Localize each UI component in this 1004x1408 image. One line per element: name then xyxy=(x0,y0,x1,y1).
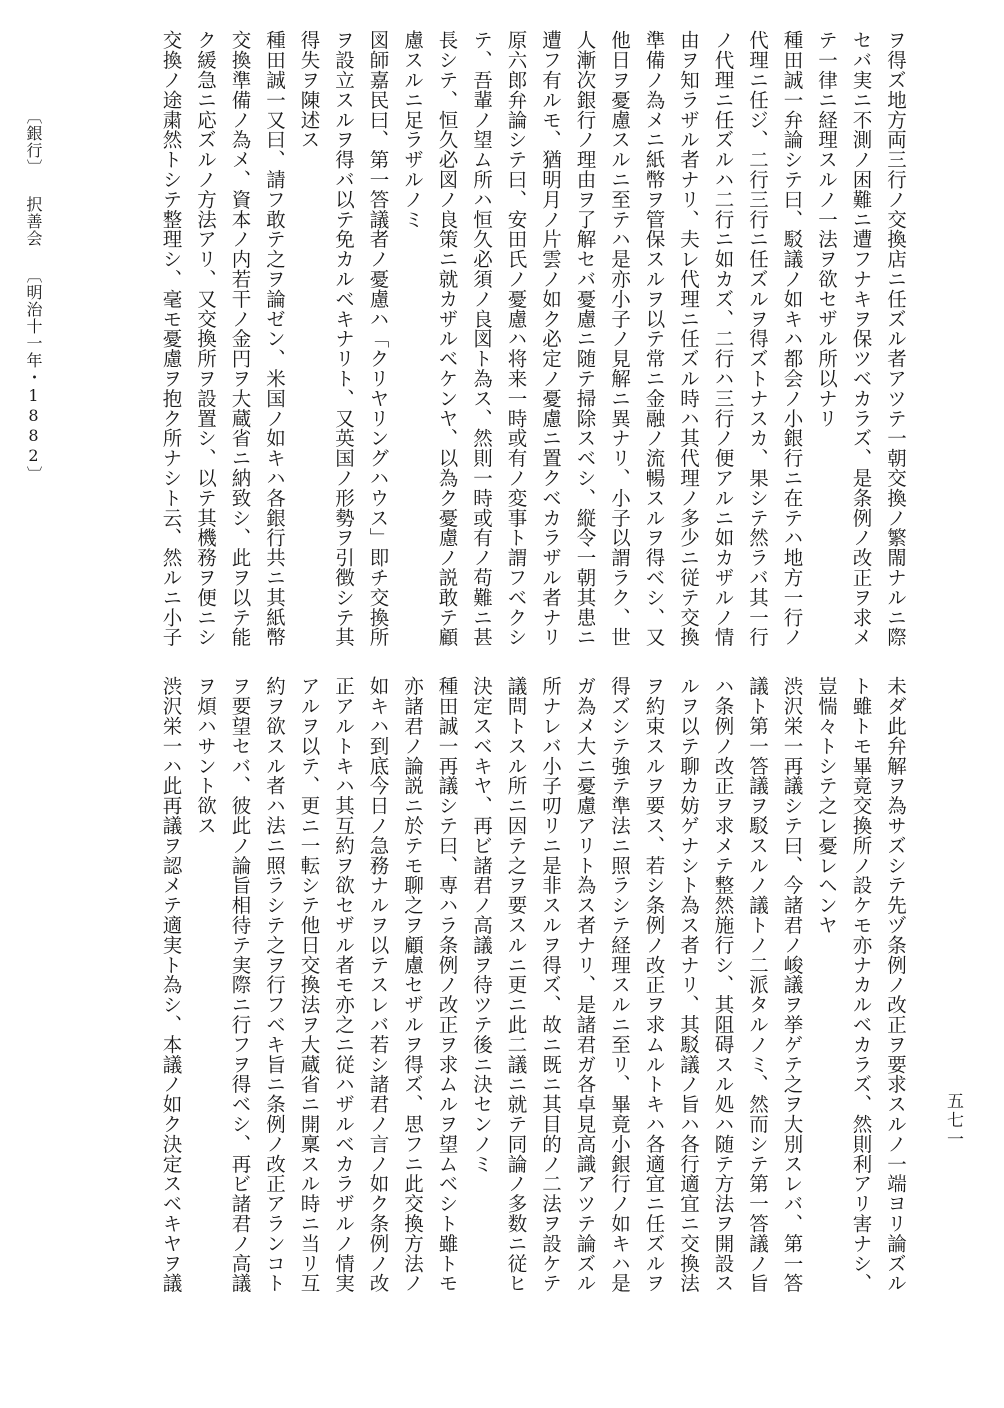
text-column: 決定スベキヤ、再ビ諸君ノ高議ヲ待ツテ後ニ決センノミ xyxy=(470,676,493,1174)
text-column: 未ダ此弁解ヲ為サズシテ先ヅ条例ノ改正ヲ要求スルノ一端ヨリ論ズル xyxy=(884,676,907,1293)
text-column: 遭フ有ルモ、猶明月ノ片雲ノ如ク必定ノ憂慮ニ置クベカラザル者ナリ xyxy=(539,30,562,647)
text-column: 如キハ到底今日ノ急務ナルヲ以テスレバ若シ諸君ノ言ノ如ク条例ノ改 xyxy=(366,676,390,1293)
text-column: 亦諸君ノ論説ニ於テモ聊之ヲ顧慮セザルヲ得ズ、思フニ此交換方法ノ xyxy=(401,676,424,1293)
text-column: 長シテ、恒久必図ノ良策ニ就カザルベケンヤ、以為ク憂慮ノ説敢テ顧 xyxy=(435,30,459,647)
page-number: 五七一 xyxy=(943,1092,963,1149)
text-column: 他日ヲ憂慮スルニ至テハ是亦小子ノ見解ニ異ナリ、小子以謂ラク、世 xyxy=(608,30,631,647)
text-column: テ、吾輩ノ望ム所ハ恒久必須ノ良図ト為ス、然則一時或有ノ苟難ニ甚 xyxy=(470,30,493,647)
text-column: 原六郎弁論シテ曰、安田氏ノ憂慮ハ将来一時或有ノ変事ト謂フベクシ xyxy=(504,30,528,647)
text-column: 所ナレバ小子叨リニ是非スルヲ得ズ、故ニ既ニ其目的ノ二法ヲ設ケテ xyxy=(539,676,562,1293)
text-column: テ一律ニ経理スルノ一法ヲ欲セザル所以ナリ xyxy=(815,30,838,428)
text-column: 準備ノ為メニ紙幣ヲ管保スルヲ以テ常ニ金融ノ流暢スルヲ得ベシ、又 xyxy=(642,30,666,647)
text-column: 渋沢栄一再議シテ曰、今諸君ノ峻議ヲ挙ゲテ之ヲ大別スレバ、第一答 xyxy=(780,676,804,1293)
text-column: 得ズシテ強テ準法ニ照ラシテ経理スルニ至リ、畢竟小銀行ノ如キハ是 xyxy=(608,676,631,1293)
text-column: 交換ノ途粛然トシテ整理シ、毫モ憂慮ヲ抱ク所ナシト云、然ルニ小子 xyxy=(159,30,183,647)
text-column: ガ為メ大ニ憂慮アリト為ス者ナリ、是諸君ガ各卓見高識アツテ論ズル xyxy=(573,676,597,1293)
text-column: ヲ約束スルヲ要ス、若シ条例ノ改正ヲ求ムルトキハ各適宜ニ任ズルヲ xyxy=(642,676,666,1293)
text-column: 正アルトキハ其互約ヲ欲セザル者モ亦之ニ従ハザルベカラザルノ情実 xyxy=(332,676,355,1293)
upper-text-block xyxy=(82,30,912,660)
text-column: 得失ヲ陳述ス xyxy=(297,30,321,150)
text-column: 図師嘉民曰、第一答議者ノ憂慮ハ「クリヤリングハウス」即チ交換所 xyxy=(366,30,390,647)
text-column: 交換準備ノ為メ、資本ノ内若干ノ金円ヲ大蔵省ニ納致シ、此ヲ以テ能 xyxy=(228,30,252,647)
text-column: 約ヲ欲スル者ハ法ニ照ラシテ之ヲ行フベキ旨ニ条例ノ改正アランコト xyxy=(263,676,286,1293)
text-column: 種田誠一再議シテ曰、専ハラ条例ノ改正ヲ求ムルヲ望ムベシト雖トモ xyxy=(435,676,459,1293)
text-column: ルヲ以テ聊カ妨ゲナシト為ス者ナリ、其駁議ノ旨ハ各行適宜ニ交換法 xyxy=(677,676,700,1293)
text-column: 人漸次銀行ノ理由ヲ了解セバ憂慮ニ随テ掃除スベシ、縦令一朝其患ニ xyxy=(573,30,597,647)
text-column: 種田誠一弁論シテ曰、駁議ノ如キハ都会ノ小銀行ニ在テハ地方一行ノ xyxy=(780,30,804,647)
text-column: ト雖トモ畢竟交換所ノ設ケモ亦ナカルベカラズ、然則利アリ害ナシ、 xyxy=(849,676,873,1293)
text-column: ヲ設立スルヲ得バ以テ免カルベキナリト、又英国ノ形勢ヲ引徴シテ其 xyxy=(332,30,355,647)
text-column: 豈惴々トシテ之レ憂レヘンヤ xyxy=(815,676,838,935)
text-column: 由ヲ知ラザル者ナリ、夫レ代理ニ任ズル時ハ其代理ノ多少ニ従テ交換 xyxy=(677,30,700,647)
text-column: 種田誠一又曰、請フ敢テ之ヲ論ゼン、米国ノ如キハ各銀行共ニ其紙幣 xyxy=(263,30,286,647)
text-column: セバ実ニ不測ノ困難ニ遭フナキヲ保ツベカラズ、是条例ノ改正ヲ求メ xyxy=(849,30,873,647)
text-column: ハ条例ノ改正ヲ求メテ整然施行シ、其阻碍スル処ハ随テ方法ヲ開設ス xyxy=(711,676,735,1293)
text-column: ク緩急ニ応ズルノ方法アリ、又交換所ヲ設置シ、以テ其機務ヲ便ニシ xyxy=(194,30,217,647)
text-column: 渋沢栄一ハ此再議ヲ認メテ適実ト為シ、本議ノ如ク決定スベキヤヲ議 xyxy=(159,676,183,1293)
text-column: 議ト第一答議ヲ駁スルノ議トノ二派タルノミ、然而シテ第一答議ノ旨 xyxy=(746,676,769,1293)
text-column: ヲ得ズ地方両三行ノ交換店ニ任ズル者アツテ一朝交換ノ繁閙ナルニ際 xyxy=(884,30,907,647)
lower-text-block xyxy=(82,676,912,1296)
text-column: 代理ニ任ジ、二行三行ニ任ズルヲ得ズトナスカ、果シテ然ラバ其一行 xyxy=(746,30,769,647)
text-column: ヲ要望セバ、彼此ノ論旨相待テ実際ニ行フヲ得ベシ、再ビ諸君ノ高議 xyxy=(228,676,252,1293)
running-head: 〔銀行〕 択善会 〔明治十一年・1882〕 xyxy=(24,108,43,483)
text-column: ノ代理ニ任ズルハ二行ニ如カズ、二行ハ三行ノ便アルニ如カザルノ情 xyxy=(711,30,735,647)
text-column: ヲ煩ハサント欲ス xyxy=(194,676,217,836)
text-column: 議問トスル所ニ因テ之ヲ要スルニ更ニ此二議ニ就テ同論ノ多数ニ従ヒ xyxy=(504,676,528,1293)
text-column: 慮スルニ足ラザルノミ xyxy=(401,30,424,229)
text-column: アルヲ以テ、更ニ一転シテ他日交換法ヲ大蔵省ニ開稟スル時ニ当リ互 xyxy=(297,676,321,1293)
